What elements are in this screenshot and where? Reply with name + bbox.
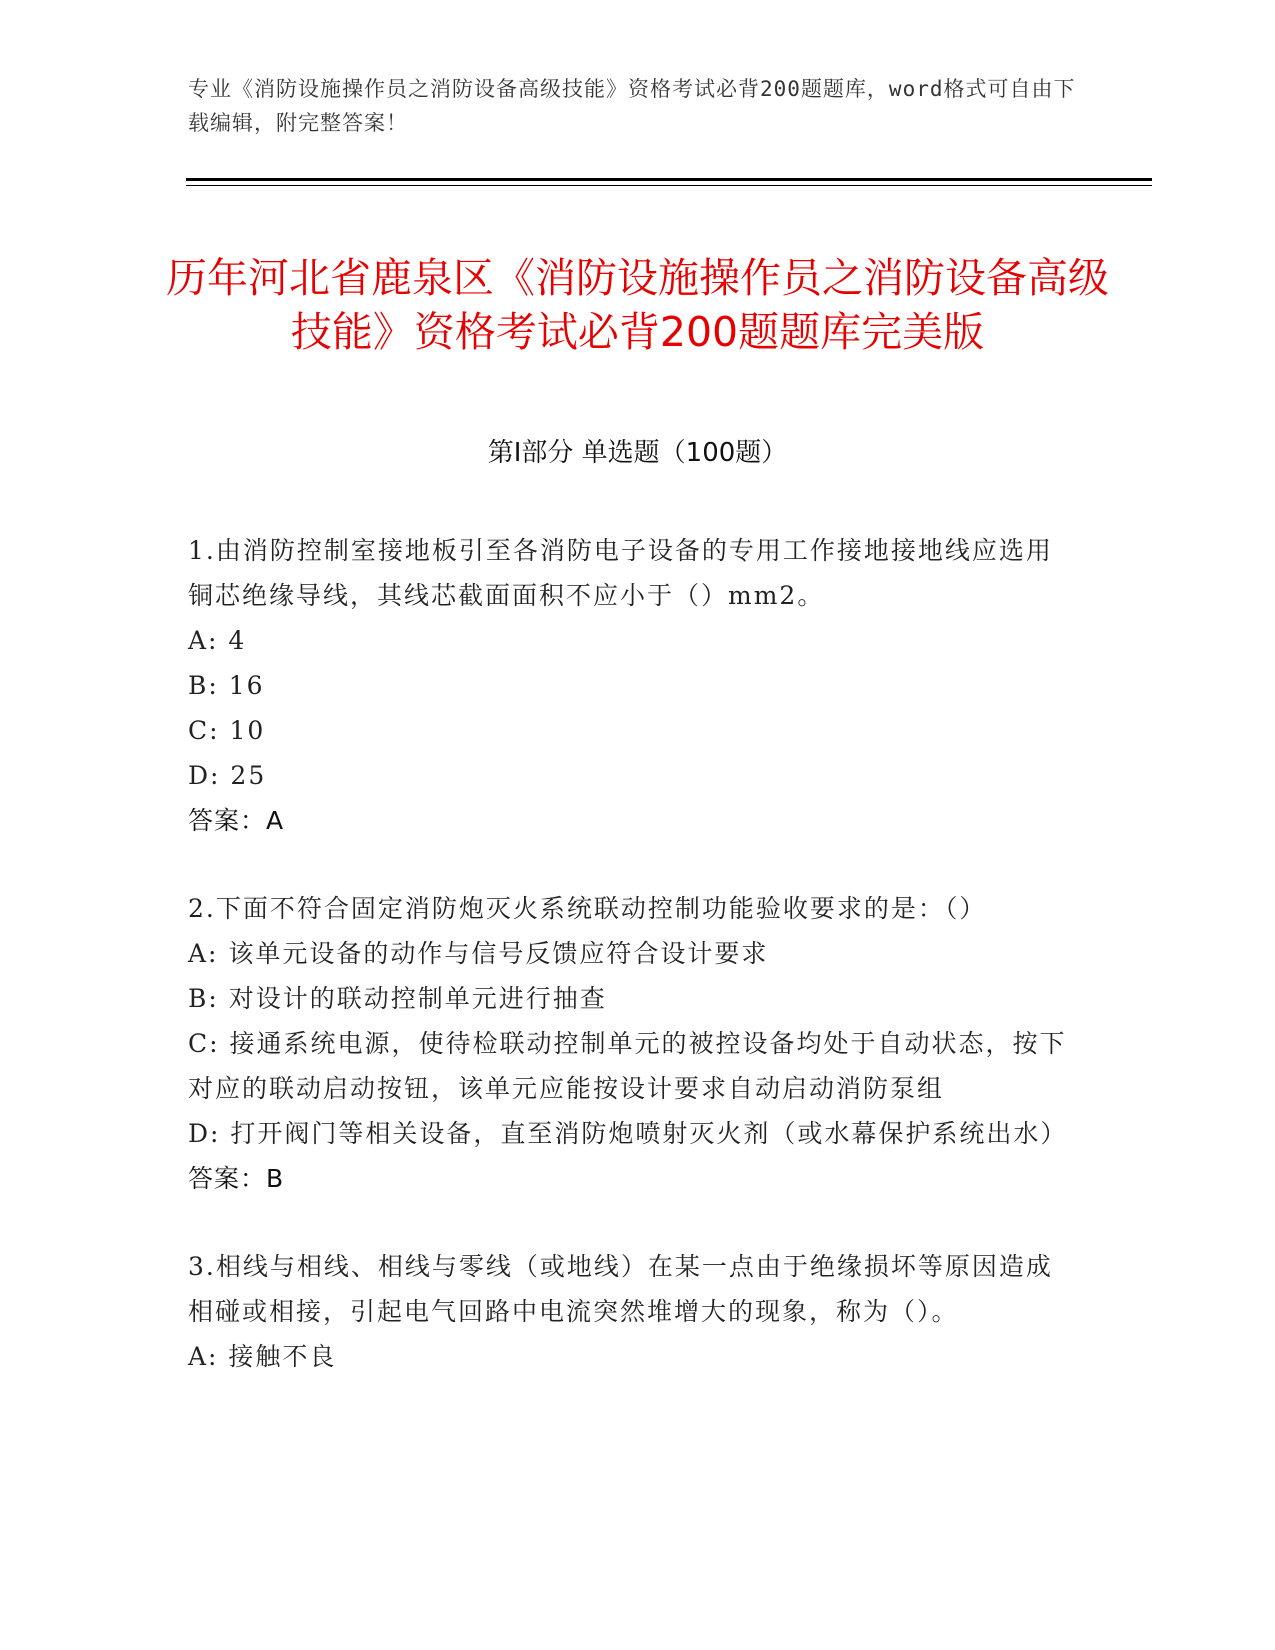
answer: 答案：B <box>188 1164 285 1193</box>
option-c: C: 10 <box>188 716 266 745</box>
section-title: 第Ⅰ部分 单选题（100题） <box>487 438 788 468</box>
question-2 <box>188 886 1068 1201</box>
option-a: A: 4 <box>188 626 247 655</box>
document-title: 历年河北省鹿泉区《消防设施操作员之消防设备高级技能》资格考试必背200题题库完美版 <box>166 254 1109 357</box>
option-b: B: 16 <box>188 671 265 700</box>
header-rule-thick <box>186 178 1152 181</box>
question-stem: 3.相线与相线、相线与零线（或地线）在某一点由于绝缘损坏等原因造成相碰或相接，引起电气回路中电流突然堆增大的现象，称为（）。 <box>188 1252 1053 1326</box>
option-c: C: 接通系统电源，使待检联动控制单元的被控设备均处于自动状态，按下对应的联动启动按钮，该单元应能按设计要求自动启动消防泵组 <box>188 1029 1067 1103</box>
header-rule-thin <box>186 185 1152 186</box>
header-text: 专业《消防设施操作员之消防设备高级技能》资格考试必背200题题库，word格式可自由下载编辑，附完整答案！ <box>188 77 1076 135</box>
question-3 <box>188 1244 1068 1379</box>
option-d: D: 25 <box>188 761 267 790</box>
question-stem: 1.由消防控制室接地板引至各消防电子设备的专用工作接地接地线应选用铜芯绝缘导线，其线芯截面面积不应小于（）mm2。 <box>188 536 1053 610</box>
question-stem: 2.下面不符合固定消防炮灭火系统联动控制功能验收要求的是：（） <box>188 894 987 923</box>
question-1 <box>188 528 1068 843</box>
option-a: A: 该单元设备的动作与信号反馈应符合设计要求 <box>188 939 769 968</box>
option-b: B: 对设计的联动控制单元进行抽查 <box>188 984 607 1013</box>
answer: 答案：A <box>188 806 285 835</box>
option-a: A: 接触不良 <box>188 1342 337 1371</box>
option-d: D: 打开阀门等相关设备，直至消防炮喷射灭火剂（或水幕保护系统出水） <box>188 1119 1068 1148</box>
question-list <box>188 528 1068 1379</box>
